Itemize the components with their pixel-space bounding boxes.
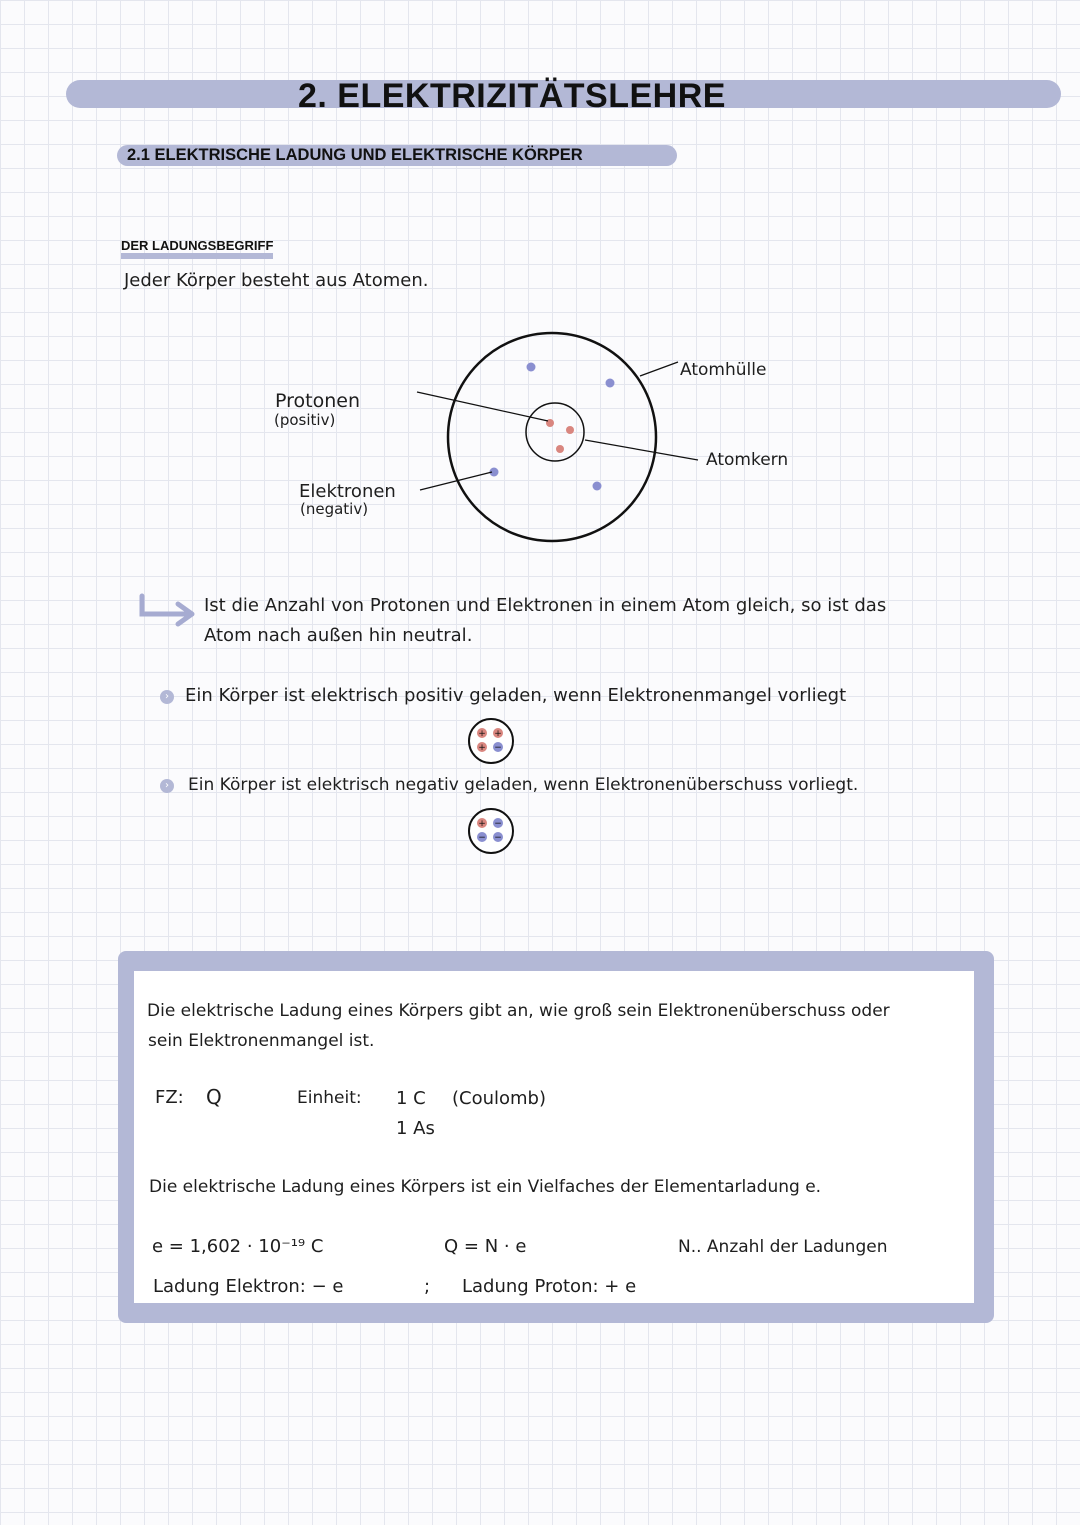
proton-dot [566, 426, 574, 434]
subtitle-pill [117, 145, 677, 166]
label-atomhuelle: Atomhülle [680, 360, 767, 380]
fz-value: Q [206, 1085, 222, 1109]
unit-coulomb-name: (Coulomb) [452, 1088, 547, 1109]
atom-diagram [260, 320, 820, 560]
bullet-marker [160, 775, 174, 794]
label-protonen: Protonen [275, 390, 360, 412]
neutral-statement-line1: Ist die Anzahl von Protonen und Elektronen in einem Atom gleich, so ist das [204, 595, 887, 616]
label-elektronen: Elektronen [299, 481, 396, 502]
definition-line2: sein Elektronenmangel ist. [148, 1031, 375, 1051]
unit-label: Einheit: [297, 1088, 362, 1108]
definition-line1: Die elektrische Ladung eines Körpers gibt an, wie groß sein Elektronenüberschuss oder [147, 1001, 890, 1021]
chevron-right-icon: › [160, 779, 174, 793]
charge-formula: Q = N · e [444, 1236, 527, 1257]
electron-dot [527, 363, 536, 372]
atom-shell-circle [448, 333, 656, 541]
neutral-statement-line2: Atom nach außen hin neutral. [204, 625, 473, 646]
arrow-icon [136, 592, 200, 632]
label-protonen-note: (positiv) [274, 411, 336, 429]
atomhuelle-pointer [640, 362, 678, 376]
fz-label: FZ: [155, 1087, 184, 1108]
bullet-negative-text: Ein Körper ist elektrisch negativ geladen, wenn Elektronenüberschuss vorliegt. [188, 775, 859, 795]
positive-body-icon [466, 716, 516, 766]
page-title: 2. ELEKTRIZITÄTSLEHRE [298, 77, 726, 115]
unit-coulomb: 1 C [396, 1088, 426, 1109]
svg-text:+: + [478, 729, 486, 739]
section-heading: DER LADUNGSBEGRIFF [121, 239, 273, 259]
definition-box-content [134, 971, 974, 1303]
unit-as: 1 As [396, 1118, 435, 1139]
svg-text:−: − [494, 743, 502, 753]
multiple-statement: Die elektrische Ladung eines Körpers ist ein Vielfaches der Elementarladung e. [149, 1177, 822, 1197]
electron-charge: Ladung Elektron: − e [153, 1276, 344, 1297]
charge-separator: ; [424, 1276, 431, 1297]
atom-nucleus-circle [526, 403, 584, 461]
svg-text:+: + [478, 743, 486, 753]
proton-dot [556, 445, 564, 453]
electron-dot [606, 379, 615, 388]
svg-text:−: − [494, 819, 502, 829]
svg-text:+: + [478, 819, 486, 829]
n-definition: N.. Anzahl der Ladungen [678, 1237, 888, 1257]
atomkern-pointer [585, 440, 698, 460]
elementary-charge-value: e = 1,602 · 10⁻¹⁹ C [152, 1236, 324, 1257]
negative-body-icon [466, 806, 516, 856]
definition-box [118, 951, 994, 1323]
electron-dot [593, 482, 602, 491]
svg-text:−: − [494, 833, 502, 843]
subtitle: 2.1 ELEKTRISCHE LADUNG UND ELEKTRISCHE KÖRPER [127, 146, 583, 164]
intro-text: Jeder Körper besteht aus Atomen. [124, 270, 429, 291]
proton-charge: Ladung Proton: + e [462, 1276, 637, 1297]
bullet-positive-text: Ein Körper ist elektrisch positiv geladen, wenn Elektronenmangel vorliegt [185, 685, 847, 706]
label-elektronen-note: (negativ) [300, 500, 369, 518]
svg-text:−: − [478, 833, 486, 843]
protonen-pointer [417, 392, 548, 421]
bullet-marker [160, 686, 174, 705]
chevron-right-icon: › [160, 690, 174, 704]
svg-text:+: + [494, 729, 502, 739]
label-atomkern: Atomkern [706, 450, 789, 470]
